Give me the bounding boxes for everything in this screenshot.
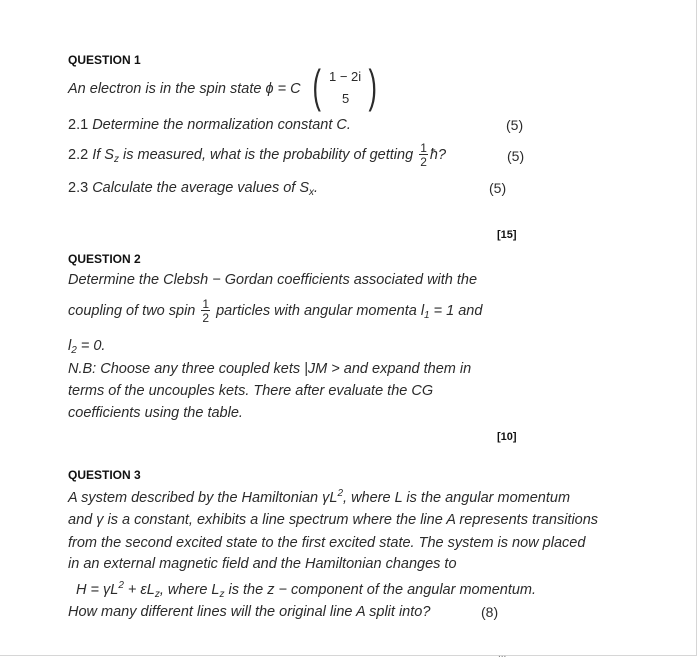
q2-line-2-b: particles with angular momenta l: [216, 302, 425, 319]
q1-part-3-marks: (5): [489, 180, 507, 196]
q2-line-3-b: = 0.: [80, 338, 106, 354]
part-text: Determine the normalization constant C.: [92, 117, 351, 133]
q2-line-3-a: l: [68, 338, 72, 354]
part-text-b: .: [314, 180, 319, 196]
q3-line-5-a: H = γL: [76, 582, 119, 598]
superscript-2: 2: [337, 488, 344, 499]
left-paren: (: [312, 60, 321, 112]
q1-total: [15]: [497, 229, 517, 241]
question-2-heading: QUESTION 2: [68, 252, 141, 266]
q2-line-4: N.B: Choose any three coupled kets |JM > and expand them in: [68, 361, 472, 377]
q3-line-4: in an external magnetic field and the Hamiltonian changes to: [68, 556, 457, 572]
q2-line-6: coefficients using the table.: [68, 405, 243, 421]
part-number: 2.3: [68, 180, 89, 196]
q3-line-3: from the second excited state to the first excited state. The system is now placed: [68, 535, 586, 551]
right-paren: ): [368, 60, 377, 112]
subscript-2: 2: [71, 345, 77, 356]
q1-intro-prefix: An electron is in the spin state: [68, 81, 262, 97]
q3-line-5: [76, 580, 536, 600]
subscript-z: z: [154, 589, 160, 600]
frac-numerator: 1: [420, 141, 427, 155]
q1-intro: [68, 81, 301, 97]
subscript-x: x: [309, 187, 315, 198]
frac-denominator: 2: [420, 155, 427, 169]
subscript-1: 1: [424, 309, 430, 321]
vector-bottom: 5: [342, 91, 350, 106]
q2-line-5: terms of the uncouples kets. There after evaluate the CG: [68, 383, 434, 399]
part-number: 2.1: [68, 117, 89, 133]
q1-part-3: [68, 180, 318, 198]
part-text-a: If S: [92, 146, 114, 163]
fraction-one-half: [201, 298, 210, 324]
q3-line-5-b: + εL: [127, 582, 155, 598]
subscript-z: z: [113, 153, 119, 165]
frac-numerator: 1: [202, 297, 210, 311]
q2-line-2-c: = 1 and: [433, 302, 483, 319]
part-text-a: Calculate the average values of S: [92, 180, 310, 196]
q2-line-1: Determine the Clebsh − Gordan coefficients associated with the: [68, 272, 478, 288]
q3-line-1: [68, 488, 570, 506]
q3-line-1-b: , where L is the angular momentum: [343, 490, 571, 506]
footer-dots: ...: [498, 649, 507, 660]
question-3-heading: QUESTION 3: [68, 468, 141, 482]
superscript-2: 2: [118, 580, 124, 591]
state-vector: [312, 60, 383, 113]
q1-part-2-marks: (5): [507, 148, 525, 164]
part-text-b: is measured, what is the probability of getting: [123, 146, 414, 163]
frac-denominator: 2: [202, 311, 210, 325]
q3-line-2: and γ is a constant, exhibits a line spectrum where the line A represents transitions: [68, 512, 599, 528]
q1-phi: ϕ = C: [265, 81, 301, 97]
part-text-c: ħ?: [429, 146, 447, 163]
q1-part-2: [68, 142, 446, 168]
vector-top: 1 − 2i: [329, 69, 362, 84]
q2-line-3: [68, 338, 105, 356]
q3-marks: (8): [481, 604, 499, 620]
q2-line-2: [68, 298, 482, 324]
question-1-heading: QUESTION 1: [68, 53, 141, 67]
q1-part-1: [68, 117, 351, 133]
q3-line-5-c: , where L: [159, 582, 220, 598]
subscript-z: z: [219, 589, 225, 600]
q2-line-2-a: coupling of two spin: [68, 302, 196, 319]
q2-total: [10]: [497, 431, 517, 443]
q3-line-6: How many different lines will the original line A split into?: [68, 604, 431, 620]
part-number: 2.2: [68, 146, 89, 163]
q3-line-1-a: A system described by the Hamiltonian γL: [68, 490, 338, 506]
q1-part-1-marks: (5): [506, 117, 524, 133]
q3-line-5-d: is the z − component of the angular momentum.: [228, 582, 537, 598]
fraction-one-half: [419, 142, 428, 168]
